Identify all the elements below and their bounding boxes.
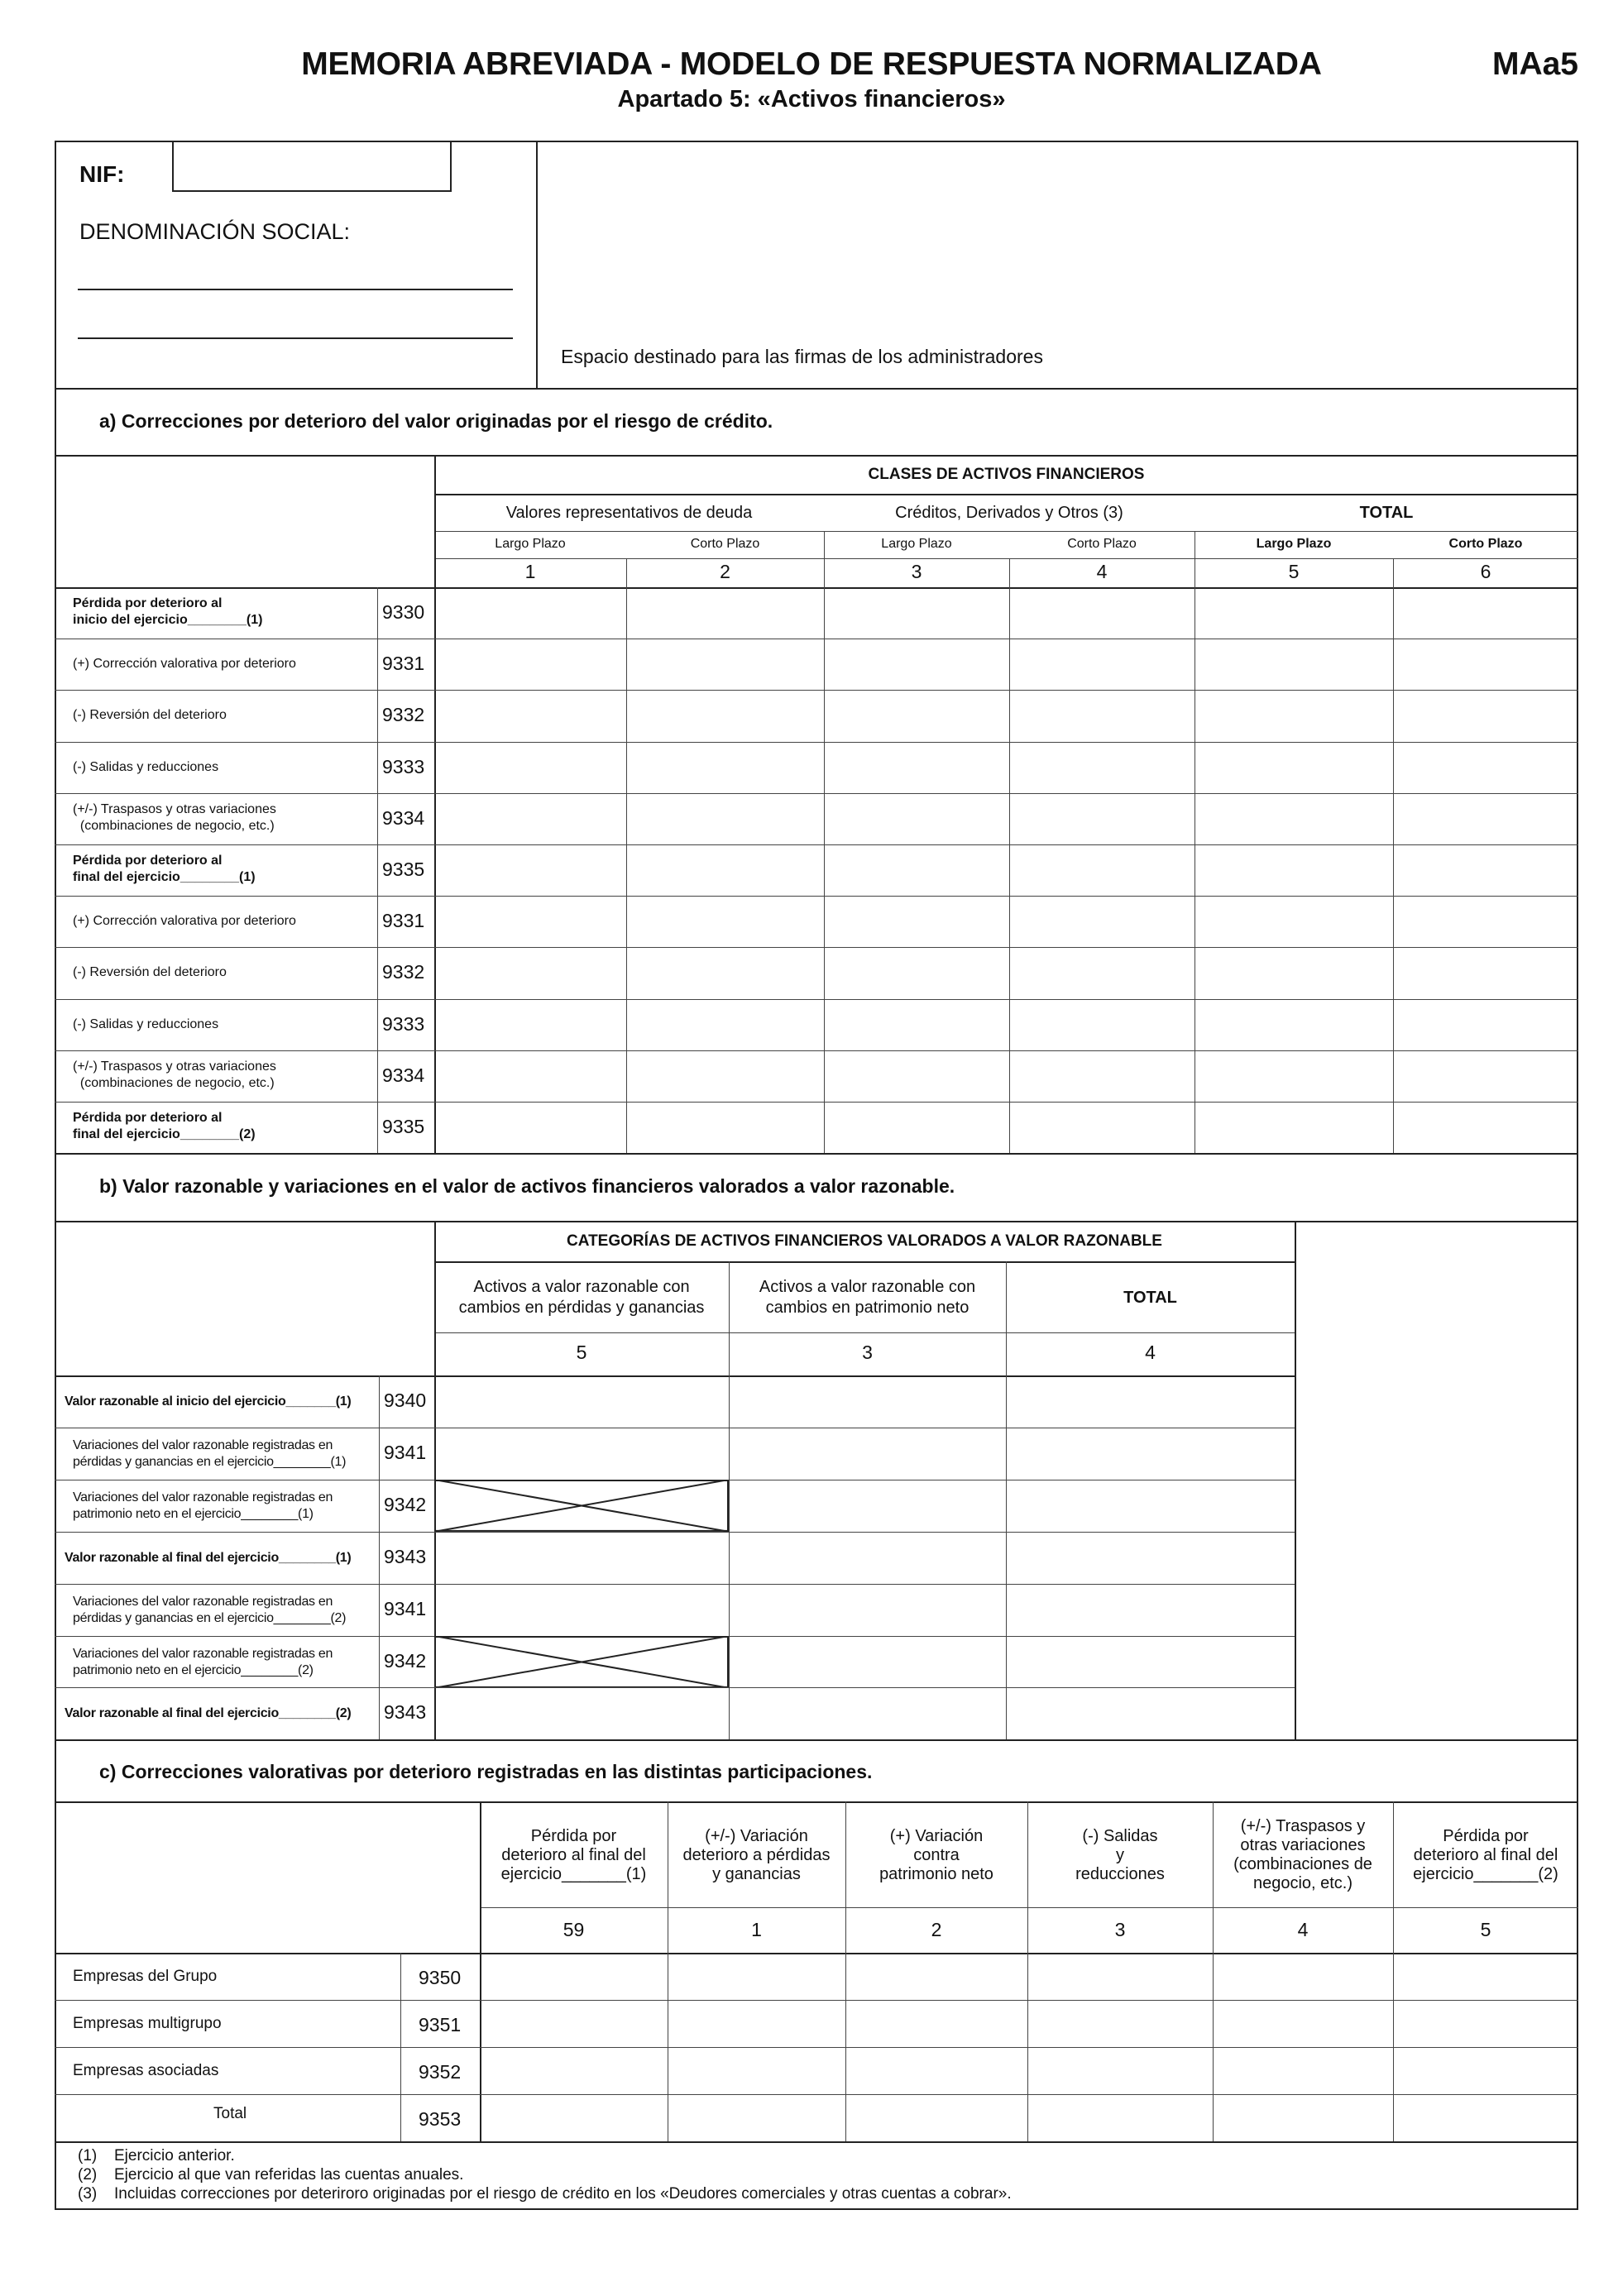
- row-code: 9351: [419, 2014, 462, 2035]
- input-cell-a-2-5[interactable]: [1196, 640, 1391, 688]
- input-cell-a-5-3[interactable]: [826, 795, 1008, 843]
- row-label: Valor razonable al inicio del ejercicio_______(1): [65, 1394, 352, 1409]
- column-number-6: 6: [1480, 561, 1491, 582]
- input-cell-a-6-3[interactable]: [826, 846, 1008, 894]
- input-cell-a-3-1[interactable]: [436, 691, 625, 739]
- input-cell-b-1-1[interactable]: [436, 1377, 727, 1426]
- input-cell-a-7-5[interactable]: [1196, 897, 1391, 945]
- input-cell-c-3-2[interactable]: [669, 2049, 844, 2093]
- input-cell-c-2-4[interactable]: [1029, 2002, 1211, 2045]
- input-cell-b-3-2[interactable]: [730, 1481, 1004, 1530]
- row-code: 9331: [382, 653, 425, 675]
- row-code: 9334: [382, 806, 425, 829]
- column-number-4: 4: [1096, 561, 1108, 582]
- input-cell-a-11-1[interactable]: [436, 1103, 625, 1151]
- page-subtitle: Apartado 5: «Activos financieros»: [617, 86, 1006, 112]
- row-label: Variaciones del valor razonable registradas en: [73, 1490, 333, 1504]
- category-header-total: TOTAL: [1123, 1289, 1177, 1307]
- input-cell-a-5-5[interactable]: [1196, 795, 1391, 843]
- category-header-1: Activos a valor razonable con: [473, 1278, 690, 1296]
- participation-header-6-cont: ejercicio_______(2): [1413, 1864, 1558, 1883]
- denominacion-line-1[interactable]: [78, 289, 513, 290]
- participation-header-3: (+) Variación: [889, 1826, 984, 1845]
- input-cell-a-7-3[interactable]: [826, 897, 1008, 945]
- input-cell-c-1-5[interactable]: [1214, 1954, 1391, 1998]
- input-cell-a-9-5[interactable]: [1196, 1001, 1391, 1049]
- input-cell-a-7-4[interactable]: [1011, 897, 1193, 945]
- input-cell-a-2-3[interactable]: [826, 640, 1008, 688]
- input-cell-a-3-4[interactable]: [1011, 691, 1193, 739]
- participation-header-2: (+/-) Variación: [705, 1826, 808, 1845]
- section-a-group-header: CLASES DE ACTIVOS FINANCIEROS: [868, 466, 1145, 483]
- participation-header-2-cont: deterioro a pérdidas: [682, 1845, 831, 1864]
- input-cell-c-3-5[interactable]: [1214, 2049, 1391, 2093]
- row-code: 9353: [419, 2108, 462, 2130]
- category-number-1: 5: [576, 1342, 587, 1363]
- input-cell-a-10-2[interactable]: [628, 1052, 822, 1100]
- row-code: 9334: [382, 1064, 425, 1086]
- input-cell-c-3-4[interactable]: [1029, 2049, 1211, 2093]
- column-number-3: 3: [911, 561, 922, 582]
- input-cell-a-5-2[interactable]: [628, 795, 822, 843]
- input-cell-c-1-2[interactable]: [669, 1954, 844, 1998]
- row-label: (+/-) Traspasos y otras variaciones: [73, 1059, 276, 1074]
- input-cell-a-8-3[interactable]: [826, 949, 1008, 997]
- input-cell-a-11-4[interactable]: [1011, 1103, 1193, 1151]
- input-cell-a-8-1[interactable]: [436, 949, 625, 997]
- input-cell-b-4-3[interactable]: [1008, 1533, 1293, 1582]
- row-label: Variaciones del valor razonable registradas en: [73, 1594, 333, 1609]
- participation-number-1: 59: [563, 1919, 585, 1940]
- input-cell-a-11-3[interactable]: [826, 1103, 1008, 1151]
- input-cell-a-9-2[interactable]: [628, 1001, 822, 1049]
- id-divider: [536, 141, 538, 389]
- row-label: (-) Reversión del deterioro: [73, 965, 227, 980]
- input-cell-a-1-5[interactable]: [1196, 589, 1391, 637]
- class-total: TOTAL: [1359, 504, 1414, 522]
- class-valores: Valores representativos de deuda: [505, 504, 753, 522]
- input-cell-a-3-3[interactable]: [826, 691, 1008, 739]
- row-code: 9341: [384, 1597, 427, 1619]
- input-cell-a-5-1[interactable]: [436, 795, 625, 843]
- participation-header-5-cont: negocio, etc.): [1252, 1874, 1353, 1892]
- input-cell-b-5-1[interactable]: [436, 1586, 727, 1634]
- row-label: (+/-) Traspasos y otras variaciones: [73, 801, 276, 816]
- nif-input-box[interactable]: [172, 141, 452, 192]
- row-label: Variaciones del valor razonable registradas en: [73, 1646, 333, 1661]
- input-cell-b-4-1[interactable]: [436, 1533, 727, 1582]
- crossed-out-cell: [434, 1480, 729, 1532]
- input-cell-a-11-6[interactable]: [1395, 1103, 1577, 1151]
- input-cell-b-7-2[interactable]: [730, 1689, 1004, 1738]
- participation-header-5-cont: otras variaciones: [1240, 1836, 1366, 1854]
- input-cell-a-10-3[interactable]: [826, 1052, 1008, 1100]
- nif-label: NIF:: [79, 161, 125, 187]
- section-c-title: c) Correcciones valorativas por deterioro registradas en las distintas participaciones.: [99, 1761, 873, 1782]
- row-label-cont: (combinaciones de negocio, etc.): [73, 818, 275, 833]
- input-cell-a-5-4[interactable]: [1011, 795, 1193, 843]
- section-b-group-header: CATEGORÍAS DE ACTIVOS FINANCIEROS VALORADOS A VALOR RAZONABLE: [567, 1232, 1162, 1250]
- input-cell-c-3-1[interactable]: [481, 2049, 666, 2093]
- footnote-text: Ejercicio anterior.: [114, 2147, 235, 2164]
- participation-header-5-cont: (combinaciones de: [1233, 1855, 1372, 1873]
- row-label: (-) Salidas y reducciones: [73, 1016, 219, 1031]
- row-code: 9332: [382, 961, 425, 983]
- input-cell-a-6-5[interactable]: [1196, 846, 1391, 894]
- row-code: 9330: [382, 601, 425, 623]
- input-cell-a-9-3[interactable]: [826, 1001, 1008, 1049]
- input-cell-b-6-2[interactable]: [730, 1638, 1004, 1686]
- input-cell-a-10-1[interactable]: [436, 1052, 625, 1100]
- participation-number-5: 4: [1297, 1919, 1309, 1940]
- row-label: Pérdida por deterioro al: [73, 1111, 223, 1125]
- footnote-number: (1): [78, 2147, 98, 2164]
- term-header-5: Largo Plazo: [1256, 537, 1332, 551]
- participation-number-2: 1: [751, 1919, 762, 1940]
- row-label: Valor razonable al final del ejercicio________(1): [65, 1550, 352, 1565]
- input-cell-b-4-2[interactable]: [730, 1533, 1004, 1582]
- row-code: 9350: [419, 1967, 462, 1988]
- participation-header-6-cont: deterioro al final del: [1413, 1845, 1558, 1864]
- input-cell-a-4-3[interactable]: [826, 744, 1008, 792]
- term-header-4: Corto Plazo: [1067, 537, 1137, 551]
- denominacion-label: DENOMINACIÓN SOCIAL:: [79, 219, 351, 244]
- firmas-label: Espacio destinado para las firmas de los administradores: [561, 346, 1043, 367]
- crossed-out-cell: [434, 1636, 729, 1688]
- input-cell-c-4-4[interactable]: [1029, 2096, 1211, 2140]
- input-cell-a-2-2[interactable]: [628, 640, 822, 688]
- input-cell-c-1-4[interactable]: [1029, 1954, 1211, 1998]
- participation-header-5: (+/-) Traspasos y: [1240, 1817, 1366, 1835]
- participation-header-1-cont: deterioro al final del: [501, 1845, 646, 1864]
- denominacion-line-2[interactable]: [78, 337, 513, 339]
- participation-header-3-cont: patrimonio neto: [879, 1864, 993, 1883]
- footnote-text: Incluidas correcciones por deteriroro originadas por el riesgo de crédito en los «Deudores comerciales y otras cuentas a cobrar».: [114, 2185, 1012, 2203]
- input-cell-a-9-6[interactable]: [1395, 1001, 1577, 1049]
- term-header-1: Largo Plazo: [495, 537, 566, 551]
- footnote-number: (2): [78, 2166, 98, 2184]
- input-cell-a-11-5[interactable]: [1196, 1103, 1391, 1151]
- input-cell-c-2-1[interactable]: [481, 2002, 666, 2045]
- input-cell-a-6-6[interactable]: [1395, 846, 1577, 894]
- input-cell-b-1-2[interactable]: [730, 1377, 1004, 1426]
- input-cell-a-2-1[interactable]: [436, 640, 625, 688]
- class-creditos: Créditos, Derivados y Otros (3): [895, 504, 1123, 522]
- row-label-cont: final del ejercicio________(1): [73, 870, 256, 884]
- row-code: 9340: [384, 1390, 427, 1411]
- input-cell-a-4-6[interactable]: [1395, 744, 1577, 792]
- term-header-6: Corto Plazo: [1448, 537, 1523, 551]
- row-label: Valor razonable al final del ejercicio________(2): [65, 1706, 352, 1721]
- row-code: 9341: [384, 1441, 427, 1463]
- input-cell-c-2-5[interactable]: [1214, 2002, 1391, 2045]
- row-label: Empresas multigrupo: [73, 2015, 222, 2032]
- input-cell-c-2-3[interactable]: [847, 2002, 1026, 2045]
- row-label-cont: (combinaciones de negocio, etc.): [73, 1075, 275, 1090]
- row-code: 9343: [384, 1545, 427, 1567]
- input-cell-a-6-2[interactable]: [628, 846, 822, 894]
- category-header-1-cont: cambios en pérdidas y ganancias: [458, 1299, 705, 1317]
- participation-header-4-cont: reducciones: [1075, 1864, 1165, 1883]
- row-code: 9343: [384, 1701, 427, 1724]
- input-cell-a-8-2[interactable]: [628, 949, 822, 997]
- term-header-3: Largo Plazo: [881, 537, 952, 551]
- participation-number-3: 2: [931, 1919, 942, 1940]
- input-cell-a-3-2[interactable]: [628, 691, 822, 739]
- input-cell-a-1-3[interactable]: [826, 589, 1008, 637]
- input-cell-b-3-3[interactable]: [1008, 1481, 1293, 1530]
- input-cell-c-4-5[interactable]: [1214, 2096, 1391, 2140]
- input-cell-a-1-6[interactable]: [1395, 589, 1577, 637]
- input-cell-b-5-2[interactable]: [730, 1586, 1004, 1634]
- row-label: Pérdida por deterioro al: [73, 596, 223, 610]
- input-cell-c-4-1[interactable]: [481, 2096, 666, 2140]
- input-cell-a-10-6[interactable]: [1395, 1052, 1577, 1100]
- row-code: 9335: [382, 1116, 425, 1137]
- form-code: MAa5: [1491, 46, 1578, 82]
- row-code: 9333: [382, 755, 425, 777]
- input-cell-b-5-3[interactable]: [1008, 1586, 1293, 1634]
- row-label-cont: patrimonio neto en el ejercicio________(1): [73, 1506, 314, 1521]
- input-cell-a-6-4[interactable]: [1011, 846, 1193, 894]
- column-number-5: 5: [1288, 561, 1300, 582]
- input-cell-a-5-6[interactable]: [1395, 795, 1577, 843]
- section-a-title: a) Correcciones por deterioro del valor originadas por el riesgo de crédito.: [99, 410, 773, 432]
- input-cell-b-7-3[interactable]: [1008, 1689, 1293, 1738]
- category-number-2: 3: [862, 1342, 873, 1363]
- footnote-number: (3): [78, 2185, 98, 2203]
- category-header-2: Activos a valor razonable con: [759, 1278, 976, 1296]
- input-cell-a-10-4[interactable]: [1011, 1052, 1193, 1100]
- participation-number-6: 5: [1480, 1919, 1491, 1940]
- participation-number-4: 3: [1114, 1919, 1126, 1940]
- input-cell-b-6-3[interactable]: [1008, 1638, 1293, 1686]
- input-cell-c-1-6[interactable]: [1395, 1954, 1577, 1998]
- category-header-2-cont: cambios en patrimonio neto: [765, 1299, 969, 1317]
- input-cell-b-2-1[interactable]: [436, 1429, 727, 1478]
- participation-header-3-cont: contra: [913, 1845, 960, 1864]
- row-label: Pérdida por deterioro al: [73, 854, 223, 868]
- input-cell-a-9-4[interactable]: [1011, 1001, 1193, 1049]
- input-cell-b-7-1[interactable]: [436, 1689, 727, 1738]
- input-cell-a-8-5[interactable]: [1196, 949, 1391, 997]
- participation-header-2-cont: y ganancias: [712, 1864, 801, 1883]
- input-cell-a-10-5[interactable]: [1196, 1052, 1391, 1100]
- row-label-cont: final del ejercicio________(2): [73, 1127, 256, 1141]
- row-label: Empresas asociadas: [73, 2062, 219, 2079]
- input-cell-a-2-6[interactable]: [1395, 640, 1577, 688]
- input-cell-a-11-2[interactable]: [628, 1103, 822, 1151]
- input-cell-a-6-1[interactable]: [436, 846, 625, 894]
- row-code: 9333: [382, 1012, 425, 1035]
- category-number-3: 4: [1145, 1342, 1156, 1363]
- input-cell-a-1-2[interactable]: [628, 589, 822, 637]
- row-label: Empresas del Grupo: [73, 1968, 218, 1985]
- input-cell-a-8-6[interactable]: [1395, 949, 1577, 997]
- row-label-cont: pérdidas y ganancias en el ejercicio________(1): [73, 1454, 347, 1469]
- row-code: 9342: [384, 1493, 427, 1515]
- row-label: (+) Corrección valorativa por deterioro: [73, 914, 296, 929]
- input-cell-a-7-6[interactable]: [1395, 897, 1577, 945]
- row-label-cont: pérdidas y ganancias en el ejercicio________(2): [73, 1610, 347, 1625]
- input-cell-a-7-1[interactable]: [436, 897, 625, 945]
- input-cell-a-3-6[interactable]: [1395, 691, 1577, 739]
- row-code: 9332: [382, 704, 425, 726]
- input-cell-b-2-2[interactable]: [730, 1429, 1004, 1478]
- row-code: 9342: [384, 1649, 427, 1672]
- input-cell-a-1-4[interactable]: [1011, 589, 1193, 637]
- input-cell-c-1-1[interactable]: [481, 1954, 666, 1998]
- input-cell-c-2-2[interactable]: [669, 2002, 844, 2045]
- row-label: (+) Corrección valorativa por deterioro: [73, 657, 296, 672]
- input-cell-c-2-6[interactable]: [1395, 2002, 1577, 2045]
- participation-header-4-cont: y: [1116, 1845, 1124, 1864]
- row-code: 9335: [382, 859, 425, 880]
- input-cell-c-4-6[interactable]: [1395, 2096, 1577, 2140]
- input-cell-c-3-3[interactable]: [847, 2049, 1026, 2093]
- row-label-cont: inicio del ejercicio________(1): [73, 613, 263, 627]
- input-cell-a-7-2[interactable]: [628, 897, 822, 945]
- input-cell-a-2-4[interactable]: [1011, 640, 1193, 688]
- input-cell-a-4-2[interactable]: [628, 744, 822, 792]
- term-header-2: Corto Plazo: [690, 537, 760, 551]
- input-cell-c-3-6[interactable]: [1395, 2049, 1577, 2093]
- input-cell-a-4-5[interactable]: [1196, 744, 1391, 792]
- participation-header-1-cont: ejercicio_______(1): [500, 1864, 647, 1883]
- footnote-text: Ejercicio al que van referidas las cuentas anuales.: [114, 2166, 464, 2184]
- row-label: (-) Reversión del deterioro: [73, 708, 227, 723]
- row-code: 9352: [419, 2061, 462, 2083]
- column-number-1: 1: [524, 561, 536, 582]
- input-cell-a-8-4[interactable]: [1011, 949, 1193, 997]
- column-number-2: 2: [720, 561, 730, 582]
- input-cell-a-4-1[interactable]: [436, 744, 625, 792]
- input-cell-c-4-2[interactable]: [669, 2096, 844, 2140]
- section-b-title: b) Valor razonable y variaciones en el valor de activos financieros valorados a valor razonable.: [99, 1175, 955, 1197]
- participation-header-4: (-) Salidas: [1082, 1826, 1158, 1845]
- input-cell-c-4-3[interactable]: [847, 2096, 1026, 2140]
- row-label: Total: [213, 2105, 247, 2122]
- input-cell-a-3-5[interactable]: [1196, 691, 1391, 739]
- row-code: 9331: [382, 910, 425, 932]
- participation-header-6: Pérdida por: [1443, 1826, 1529, 1845]
- input-cell-a-9-1[interactable]: [436, 1001, 625, 1049]
- input-cell-b-1-3[interactable]: [1008, 1377, 1293, 1426]
- row-label: (-) Salidas y reducciones: [73, 759, 219, 774]
- page-title: MEMORIA ABREVIADA - MODELO DE RESPUESTA NORMALIZADA: [301, 46, 1322, 82]
- row-label: Variaciones del valor razonable registradas en: [73, 1437, 333, 1452]
- participation-header-1: Pérdida por: [530, 1826, 617, 1845]
- row-label-cont: patrimonio neto en el ejercicio________(2): [73, 1662, 314, 1677]
- input-cell-a-4-4[interactable]: [1011, 744, 1193, 792]
- input-cell-a-1-1[interactable]: [436, 589, 625, 637]
- input-cell-c-1-3[interactable]: [847, 1954, 1026, 1998]
- input-cell-b-2-3[interactable]: [1008, 1429, 1293, 1478]
